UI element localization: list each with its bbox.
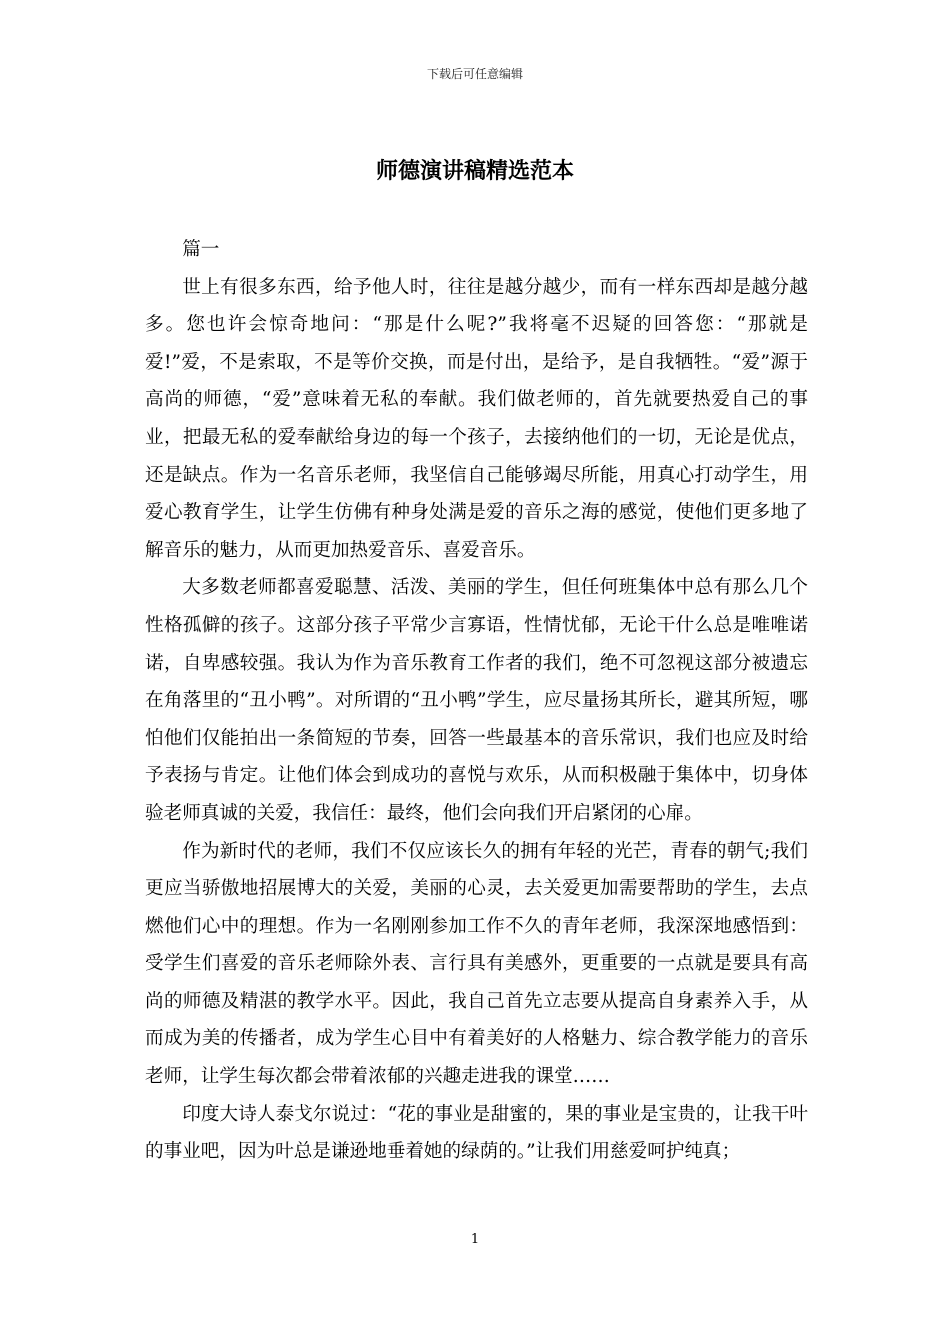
paragraph-1: 世上有很多东西，给予他人时，往往是越分越少，而有一样东西却是越分越多。您也许会惊奇地问：“那是什么呢?”我将毫不迟疑的回答您：“那就是爱!”爱，不是索取，不是等价交换，而是付出，是给予，是自我牺牲。“爱”源于高尚的师德，“爱”意味着无私的奉献。我们做老师的，首先就要热爱自己的事业，把最无私的爱奉献给身边的每一个孩子，去接纳他们的一切，无论是优点，还是缺点。作为一名音乐老师，我坚信自己能够竭尽所能，用真心打动学生，用爱心教育学生，让学生仿佛有种身处满是爱的音乐之海的感觉，使他们更多地了解音乐的魅力，从而更加热爱音乐、喜爱音乐。 [145,276,808,561]
document-body [145,231,808,1171]
paragraph-3: 作为新时代的老师，我们不仅应该长久的拥有年轻的光芒，青春的朝气;我们更应当骄傲地招展博大的关爱，美丽的心灵，去关爱更加需要帮助的学生，去点燃他们心中的理想。作为一名刚刚参加工作不久的青年老师，我深深地感悟到：受学生们喜爱的音乐老师除外表、言行具有美感外，更重要的一点就是要具有高尚的师德及精湛的教学水平。因此，我自己首先立志要从提高自身素养入手，从而成为美的传播者，成为学生心目中有着美好的人格魅力、综合教学能力的音乐老师，让学生每次都会带着浓郁的兴趣走进我的课堂…… [145,840,808,1088]
section-label: 篇一 [182,239,220,260]
paragraph-2: 大多数老师都喜爱聪慧、活泼、美丽的学生，但任何班集体中总有那么几个性格孤僻的孩子。这部分孩子平常少言寡语，性情忧郁，无论干什么总是唯唯诺诺，自卑感较强。我认为作为音乐教育工作者的我们，绝不可忽视这部分被遗忘在角落里的“丑小鸭”。对所谓的“丑小鸭”学生，应尽量扬其所长，避其所短，哪怕他们仅能拍出一条简短的节奏，回答一些最基本的音乐常识，我们也应及时给予表扬与肯定。让他们体会到成功的喜悦与欢乐，从而积极融于集体中，切身体验老师真诚的关爱，我信任：最终，他们会向我们开启紧闭的心扉。 [145,577,808,824]
page-number: 1 [470,1232,480,1247]
page-header: 下载后可任意编辑 [426,67,523,81]
document-title: 师德演讲稿精选范本 [375,158,574,184]
paragraph-4: 印度大诗人泰戈尔说过：“花的事业是甜蜜的，果的事业是宝贵的，让我干叶的事业吧，因为叶总是谦逊地垂着她的绿荫的。”让我们用慈爱呵护纯真； [145,1103,808,1163]
